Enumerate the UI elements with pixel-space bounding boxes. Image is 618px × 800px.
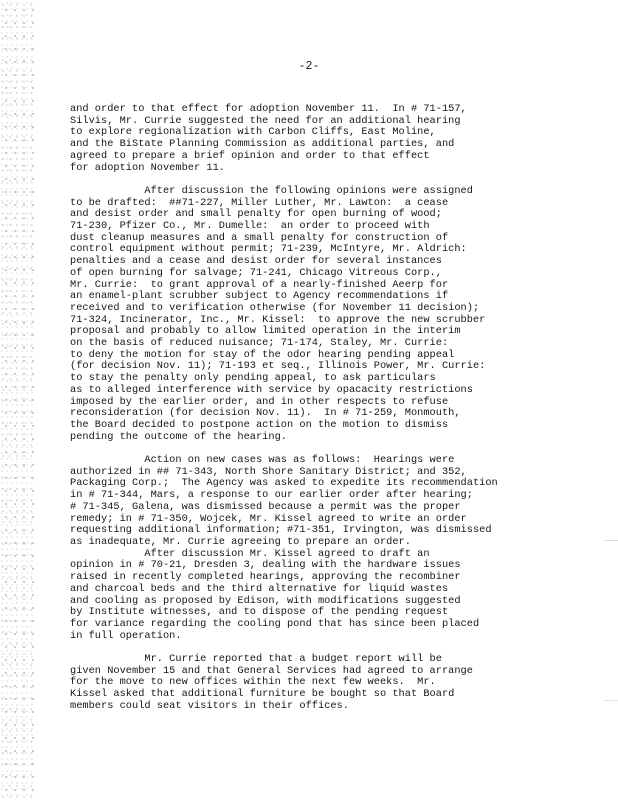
paragraph-regionalization (70, 104, 590, 174)
paragraph-new-cases (70, 455, 590, 642)
text-line: by Institute witnesses, and to dispose of the pending request (70, 606, 449, 619)
text-line: the Board decided to postpone action on the motion to dismiss (70, 418, 449, 431)
text-line: as inadequate, Mr. Currie agreeing to prepare an order. (70, 535, 411, 548)
text-line: imposed by the earlier order, and in other respects to refuse (70, 395, 449, 408)
scan-noise-right-edge (604, 0, 618, 800)
text-line: for variance regarding the cooling pond that has since been placed (70, 617, 480, 630)
text-line: and order to that effect for adoption November 11. In # 71-157, (70, 103, 467, 115)
text-line: given November 15 and that General Services had agreed to arrange (70, 664, 473, 677)
paragraph-opinions-assigned (70, 186, 590, 443)
text-line: of open burning for salvage; 71-241, Chicago Vitreous Corp., (70, 266, 442, 279)
text-line: an enamel-plant scrubber subject to Agency recommendations if (70, 290, 449, 303)
text-line: opinion in # 70-21, Dresden 3, dealing with the hardware issues (70, 559, 461, 572)
paragraph-budget-report (70, 654, 590, 713)
text-line: # 71-345, Galena, was dismissed because a permit was the proper (70, 500, 461, 513)
text-line: penalties and a cease and desist order for several instances (70, 255, 442, 268)
text-line: Packaging Corp.; The Agency was asked to expedite its recommendation (70, 477, 498, 490)
text-line: dust cleanup measures and a small penalty for construction of (70, 231, 449, 244)
text-line: Mr. Currie reported that a budget report will be (70, 653, 442, 665)
text-line: on the basis of reduced nuisance; 71-174, Staley, Mr. Currie: (70, 337, 449, 350)
text-line: to explore regionalization with Carbon Cliffs, East Moline, (70, 126, 436, 139)
text-line: as to alleged interference with service by opacacity restrictions (70, 383, 473, 396)
text-line: authorized in ## 71-343, North Shore Sanitary District; and 352, (70, 465, 467, 478)
text-line: to stay the penalty only pending appeal, to ask particulars (70, 372, 436, 385)
text-line: Kissel asked that additional furniture be bought so that Board (70, 688, 455, 701)
text-line: control equipment without permit; 71-239, McIntyre, Mr. Aldrich: (70, 243, 467, 256)
page-number: -2- (298, 60, 320, 73)
text-line: (for decision Nov. 11); 71-193 et seq., Illinois Power, Mr. Currie: (70, 360, 486, 373)
text-line: in # 71-344, Mars, a response to our earlier order after hearing; (70, 489, 473, 502)
text-line: Silvis, Mr. Currie suggested the need for an additional hearing (70, 114, 461, 127)
text-line: in full operation. (70, 629, 182, 642)
minutes-body (70, 104, 590, 713)
text-line: 71-230, Pfizer Co., Mr. Dumelle: an order to proceed with (70, 220, 430, 233)
text-line: After discussion Mr. Kissel agreed to draft an (70, 547, 430, 560)
text-line: raised in recently completed hearings, approving the recombiner (70, 571, 461, 584)
text-line: reconsideration (for decision Nov. 11). In # 71-259, Monmouth, (70, 407, 461, 420)
text-line: Action on new cases was as follows: Hearings were (70, 454, 455, 467)
scan-noise-left-edge (0, 0, 34, 800)
text-line: members could seat visitors in their offices. (70, 699, 349, 712)
text-line: to deny the motion for stay of the odor hearing pending appeal (70, 348, 455, 361)
text-line: Mr. Currie: to grant approval of a nearly-finished Aeerp for (70, 278, 449, 291)
text-line: After discussion the following opinions were assigned (70, 184, 473, 197)
text-line: 71-324, Incinerator, Inc., Mr. Kissel: to approve the new scrubber (70, 313, 486, 326)
text-line: for adoption November 11. (70, 161, 225, 174)
text-line: agreed to prepare a brief opinion and order to that effect (70, 149, 430, 162)
text-line: pending the outcome of the hearing. (70, 430, 287, 443)
text-line: and desist order and small penalty for open burning of wood; (70, 208, 442, 221)
text-line: received and to verification otherwise (for November 11 decision); (70, 301, 480, 314)
text-line: proposal and probably to allow limited operation in the interim (70, 325, 461, 338)
text-line: remedy; in # 71-350, Wojcek, Mr. Kissel agreed to write an order (70, 512, 467, 525)
text-line: and cooling as proposed by Edison, with modifications suggested (70, 594, 461, 607)
text-line: to be drafted: ##71-227, Miller Luther, Mr. Lawton: a cease (70, 196, 449, 209)
text-line: requesting additional information; #71-351, Irvington, was dismissed (70, 524, 492, 537)
text-line: for the move to new offices within the next few weeks. Mr. (70, 676, 436, 689)
text-line: and the BiState Planning Commission as additional parties, and (70, 138, 455, 151)
text-line: and charcoal beds and the third alternative for liquid wastes (70, 582, 449, 595)
